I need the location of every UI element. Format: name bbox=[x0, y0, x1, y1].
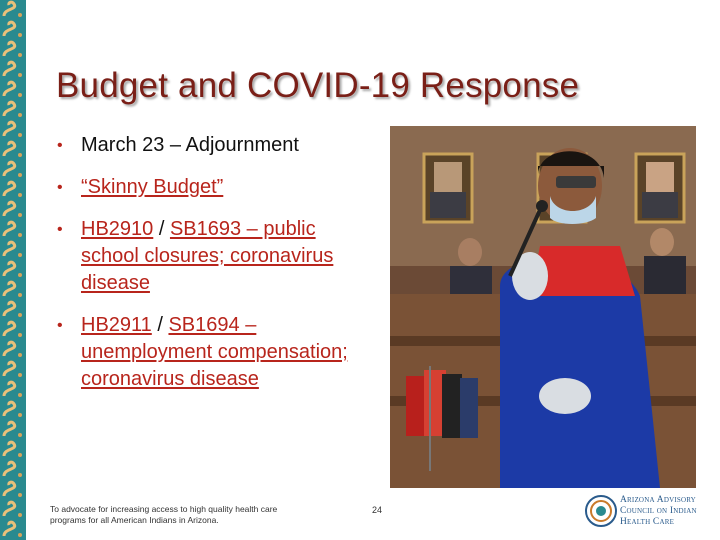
bullet-hb2910 bbox=[57, 216, 375, 297]
logo-line-3: Health Care bbox=[620, 517, 675, 527]
bill-separator: / bbox=[153, 218, 170, 240]
bullet-marker: • bbox=[57, 317, 63, 334]
bullet-adjournment bbox=[57, 132, 375, 159]
bullet-marker: • bbox=[57, 221, 63, 238]
page-number: 24 bbox=[372, 505, 383, 515]
logo-line-1: Arizona Advisory bbox=[620, 495, 696, 505]
hb2910-link[interactable]: HB2910 bbox=[81, 218, 154, 240]
hb2911-link[interactable]: HB2911 bbox=[81, 314, 152, 336]
logo-line-2: Council on Indian bbox=[620, 506, 697, 516]
logo-text bbox=[620, 495, 697, 528]
bullet-marker: • bbox=[57, 179, 63, 196]
legislature-photo bbox=[390, 126, 696, 488]
sb1694-link[interactable]: SB1694 – unemployment compensation; coronavirus disease bbox=[81, 314, 348, 390]
skinny-budget-link[interactable]: “Skinny Budget” bbox=[81, 176, 224, 198]
council-logo bbox=[584, 492, 718, 532]
footer-mission-text: To advocate for increasing access to high quality health care programs for all American Indians in Arizona. bbox=[50, 504, 278, 525]
bullet-skinny-budget bbox=[57, 174, 375, 201]
bullet-text: March 23 – Adjournment bbox=[81, 134, 299, 156]
sb1693-link[interactable]: SB1693 – public school closures; coronavirus disease bbox=[81, 218, 334, 294]
slide-title: Budget and COVID-19 Response bbox=[56, 66, 580, 105]
council-seal-icon bbox=[584, 494, 618, 528]
bill-separator: / bbox=[151, 314, 169, 336]
bullet-hb2911 bbox=[57, 312, 375, 393]
bullet-marker: • bbox=[57, 137, 63, 154]
bullet-list bbox=[57, 132, 375, 408]
decorative-border bbox=[0, 0, 26, 540]
